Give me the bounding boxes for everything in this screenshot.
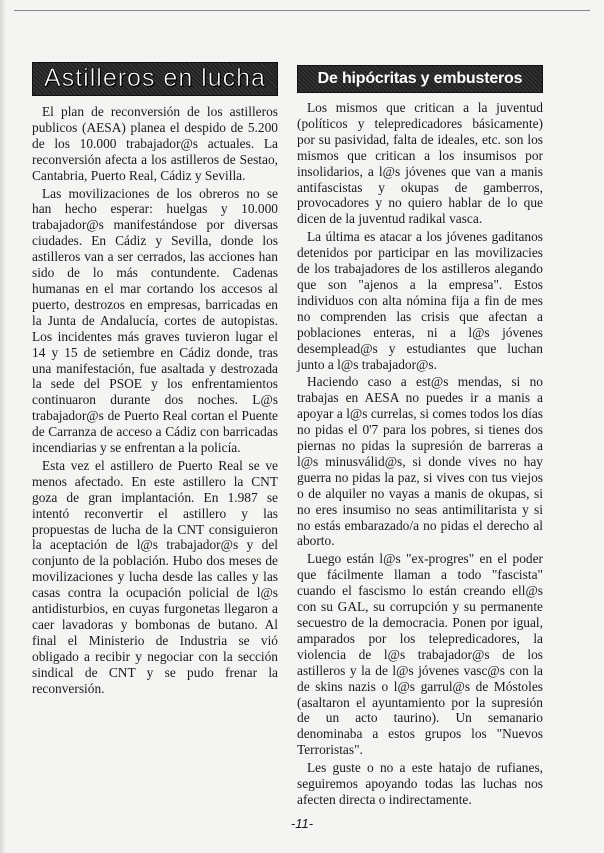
left-title-banner xyxy=(32,62,278,96)
left-article xyxy=(32,62,278,697)
left-paragraph: El plan de reconversión de los astilleros publicos (AESA) planea el despido de 5.200 de los 10.000 trabajador@s actuales. La reconversión afecta a los astilleros de Sestao, Cantabria, Puerto Real, Cádiz y Sevilla. xyxy=(32,104,278,183)
right-title: De hipócritas y embusteros xyxy=(317,70,523,88)
left-paragraph: Esta vez el astillero de Puerto Real se ve menos afectado. En este astillero la CNT goza de gran implantación. En 1.987 se intentó reconvertir el astillero y las propuestas de lucha de la CNT consiguieron la aceptación de l@s trabajador@s y del conjunto de la población. Hubo dos meses de movilizaciones y lucha desde las calles y las casas contra la ocupación policial de l@s antidisturbios, en cuyas furgonetas llegaron a caer lavadoras y bombonas de butano. Al final el Ministerio de Industria se vió obligado a recibir y negociar con la sección sindical de CNT y se pudo frenar la reconversión. xyxy=(32,457,278,696)
right-title-banner xyxy=(297,65,543,93)
top-rule xyxy=(14,10,590,11)
right-article xyxy=(297,62,543,808)
scan-edge-shadow xyxy=(0,0,6,853)
right-paragraph: Luego están l@s "ex-progres" en el poder que fácilmente llaman a todo "fascista" cuando el fascismo lo están creando ell@s con su GAL, su corrupción y su permanente secuestro de la democracia. Ponen por igual, amparados por los telepredicadores, la violencia de l@s trabajador@s de los astilleros y la de l@s jóvenes vasc@s con la de skins nazis o l@s garrul@s de Móstoles (asaltaron el ayuntamiento por la supresión de un acto taurino). Un semanario denominaba a estos grupos los "Nuevos Terroristas". xyxy=(297,551,543,758)
right-paragraph: Haciendo caso a est@s mendas, si no trabajas en AESA no puedes ir a manis a apoyar a l@s currelas, si comes todos los días no pidas el 0'7 para los pobres, si tienes dos piernas no pidas la supresión de barreras a l@s minusválid@s, si donde vives no hay guerra no pidas la paz, si vives con tus viejos o de alquiler no vayas a manis de okupas, si no eres insumiso no seas antimilitarista y si no estás embarazado/a no pidas el derecho al aborto. xyxy=(297,374,543,549)
right-paragraph: Los mismos que critican a la juventud (políticos y telepredicadores básicamente) por su pasividad, falta de ideales, etc. son los mismos que critican a los insumisos por insolidarios, a l@s jóvenes que van a manis antifascistas y okupas de gamberros, provocadores y no quiero hablar de lo que dicen de la juventud radikal vasca. xyxy=(297,100,543,227)
left-title: Astilleros en lucha xyxy=(44,64,266,93)
right-paragraph: La última es atacar a los jóvenes gaditanos detenidos por participar en las movilizacies de los trabajadores de los astilleros alegando que son "ajenos a la empresa". Estos individuos con alta nómina fija a fin de mes no comprenden las crisis que afectan a poblaciones enteras, ni a l@s jóvenes desemplead@s y estudiantes que luchan junto a l@s trabajador@s. xyxy=(297,229,543,372)
page-number: -11- xyxy=(290,816,314,831)
left-paragraph: Las movilizaciones de los obreros no se han hecho esperar: huelgas y 10.000 trabajador@s manifestándose por diversas ciudades. En Cádiz y Sevilla, donde los astilleros van a ser cerrados, las acciones han sido de lo más contundente. Cadenas humanas en el mar cortando los accesos al puerto, destrozos en empresas, barricadas en la Junta de Andalucía, cortes de autopistas. Los incidentes más graves tuvieron lugar el 14 y 15 de setiembre en Cádiz donde, tras una manifestación, fue asaltada y destrozada la sede del PSOE y los enfrentamientos continuaron durante dos noches. L@s trabajador@s de Puerto Real cortan el Puente de Carranza de acceso a Cádiz con barricadas incendiarias y se enfrentan a la policía. xyxy=(32,185,278,456)
right-paragraph: Les guste o no a este hatajo de rufianes, seguiremos apoyando todas las luchas nos afecten directa o indirectamente. xyxy=(297,760,543,807)
